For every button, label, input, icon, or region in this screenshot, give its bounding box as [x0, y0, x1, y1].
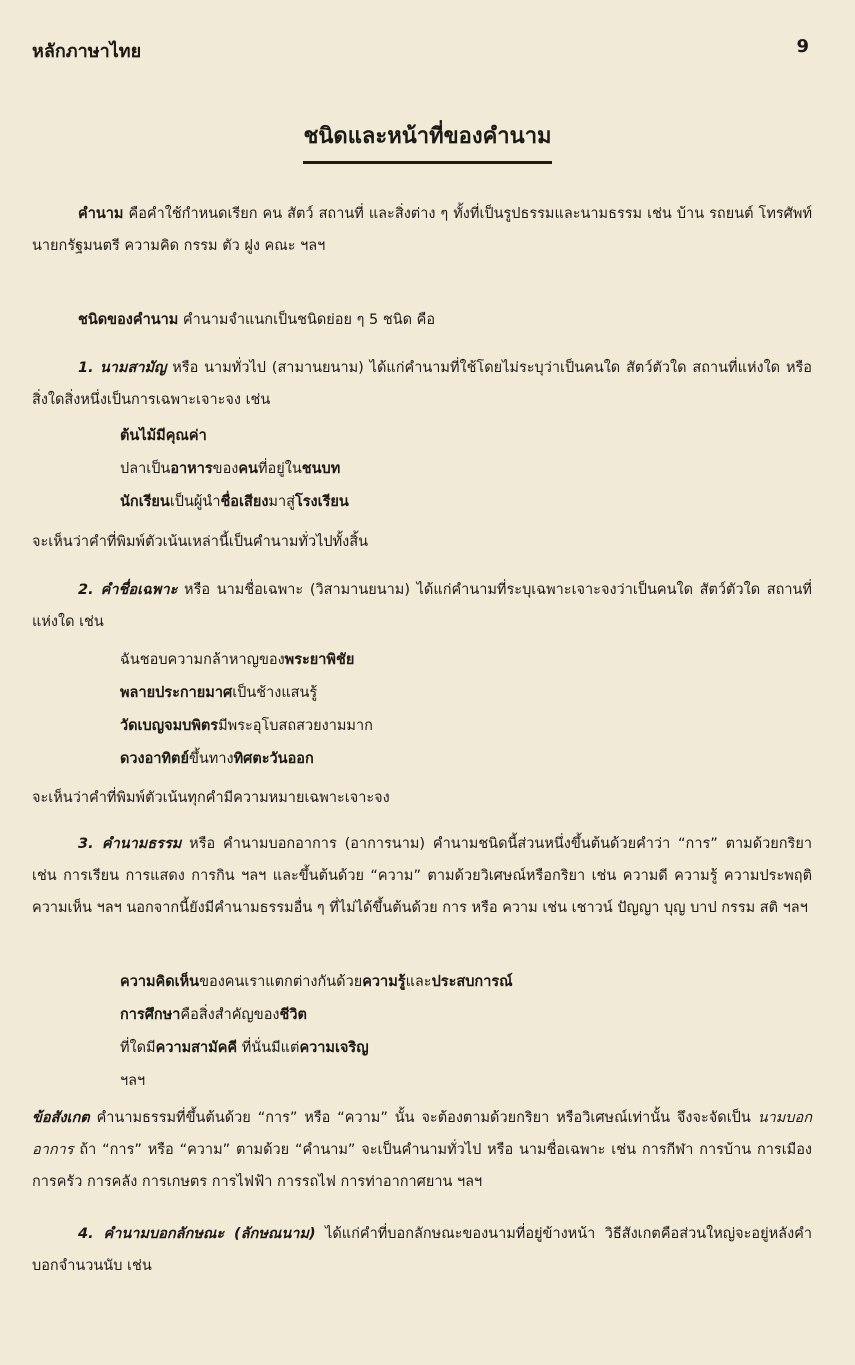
type1-paragraph — [32, 352, 812, 416]
type3-paragraph — [32, 828, 812, 924]
type1-example-2: ปลาเป็นอาหารของคนที่อยู่ในชนบท — [120, 461, 341, 477]
types-intro-text: คำนามจำแนกเป็นชนิดย่อย ๆ 5 ชนิด คือ — [178, 312, 436, 328]
page-number: 9 — [796, 36, 809, 57]
type3-example-4: ฯลฯ — [120, 1073, 146, 1089]
type2-heading: 2. คำชื่อเฉพาะ — [78, 582, 178, 598]
type3-heading: 3. คำนามธรรม — [78, 836, 182, 852]
type3-examples — [120, 966, 513, 1098]
type1-note: จะเห็นว่าคำที่พิมพ์ตัวเน้นเหล่านี้เป็นคำนามทั่วไปทั้งสิ้น — [32, 534, 368, 550]
type4-text: ได้แก่คำที่บอกลักษณะของนามที่อยู่ข้างหน้า วิธีสังเกตคือส่วนใหญ่จะอยู่หลังคำบอกจำนวนนับ เช่น — [32, 1226, 812, 1274]
type2-note: จะเห็นว่าคำที่พิมพ์ตัวเน้นทุกคำมีความหมายเฉพาะเจาะจง — [32, 790, 390, 806]
observation-paragraph: ข้อสังเกต คำนามธรรมที่ขึ้นต้นด้วย “การ” หรือ “ความ” นั้น จะต้องตามด้วยกริยา หรือวิเศษณ์เท่านั้น จึงจะจัดเป็น นามบอกอาการ ถ้า “การ” หรือ “ความ” ตามด้วย “คำนาม” จะเป็นคำนามทั่วไป หรือ นามชื่อเฉพาะ เช่น การกีฬา การบ้าน การเมือง การครัว การคลัง การเกษตร การไฟฟ้า การรถไฟ การท่าอากาศยาน ฯลฯ — [32, 1110, 812, 1190]
type1-example-3: นักเรียนเป็นผู้นำชื่อเสียงมาสู่โรงเรียน — [120, 494, 349, 510]
type4-paragraph — [32, 1218, 812, 1282]
definition-paragraph — [32, 198, 812, 262]
type2-example-3: วัดเบญจมบพิตรมีพระอุโบสถสวยงามมาก — [120, 718, 373, 734]
definition-text: คือคำใช้กำหนดเรียก คน สัตว์ สถานที่ และสิ่งต่าง ๆ ทั้งที่เป็นรูปธรรมและนามธรรม เช่น บ้าน รถยนต์ โทรศัพท์ นายกรัฐมนตรี ความคิด กรรม ตัว ฝูง คณะ ฯลฯ — [32, 206, 812, 254]
types-intro-paragraph — [32, 304, 812, 336]
chapter-title-wrap — [0, 118, 855, 164]
type3-example-3: ที่ใดมีความสามัคคี ที่นั่นมีแต่ความเจริญ — [120, 1040, 369, 1056]
type2-example-1: ฉันชอบความกล้าหาญของพระยาพิชัย — [120, 652, 355, 668]
observation-italic-term: นามบอกอาการ — [32, 1110, 812, 1158]
type3-example-1: ความคิดเห็นของคนเราแตกต่างกันด้วยความรู้และประสบการณ์ — [120, 974, 513, 990]
definition-term: คำนาม — [78, 206, 124, 222]
type1-text: หรือ นามทั่วไป (สามานยนาม) ได้แก่คำนามที่ใช้โดยไม่ระบุว่าเป็นคนใด สัตว์ตัวใด สถานที่แห่งใด หรือสิ่งใดสิ่งหนึ่งเป็นการเฉพาะเจาะจง เช่น — [32, 360, 812, 408]
type1-heading: 1. นามสามัญ — [78, 360, 167, 376]
running-header-title: หลักภาษาไทย — [32, 41, 142, 62]
type2-examples — [120, 644, 373, 776]
type3-text: หรือ คำนามบอกอาการ (อาการนาม) คำนามชนิดนี้ส่วนหนึ่งขึ้นต้นด้วยคำว่า “การ” ตามด้วยกริยา เช่น การเรียน การแสดง การกิน ฯลฯ และขึ้นต้นด้วย “ความ” ตามด้วยวิเศษณ์หรือกริยา เช่น ความดี ความรู้ ความประพฤติ ความเห็น ฯลฯ นอกจากนี้ยังมีคำนามธรรมอื่น ๆ ที่ไม่ได้ขึ้นต้นด้วย การ หรือ ความ เช่น เชาวน์ ปัญญา บุญ บาป กรรม สติ ฯลฯ — [32, 836, 812, 916]
type1-example-1: ต้นไม้มีคุณค่า — [120, 428, 207, 444]
type2-example-4: ดวงอาทิตย์ขึ้นทางทิศตะวันออก — [120, 751, 314, 767]
type3-example-2: การศึกษาคือสิ่งสำคัญของชีวิต — [120, 1007, 307, 1023]
types-intro-term: ชนิดของคำนาม — [78, 312, 179, 328]
type1-examples — [120, 420, 349, 519]
type2-text: หรือ นามชื่อเฉพาะ (วิสามานยนาม) ได้แก่คำนามที่ระบุเฉพาะเจาะจงว่าเป็นคนใด สัตว์ตัวใด สถานที่แห่งใด เช่น — [32, 582, 812, 630]
type4-heading: 4. คำนามบอกลักษณะ (ลักษณนาม) — [78, 1226, 316, 1242]
type2-example-2: พลายประกายมาศเป็นช้างแสนรู้ — [120, 685, 318, 701]
type2-paragraph — [32, 574, 812, 638]
observation-label: ข้อสังเกต — [32, 1110, 90, 1126]
chapter-title: ชนิดและหน้าที่ของคำนาม — [303, 118, 551, 164]
